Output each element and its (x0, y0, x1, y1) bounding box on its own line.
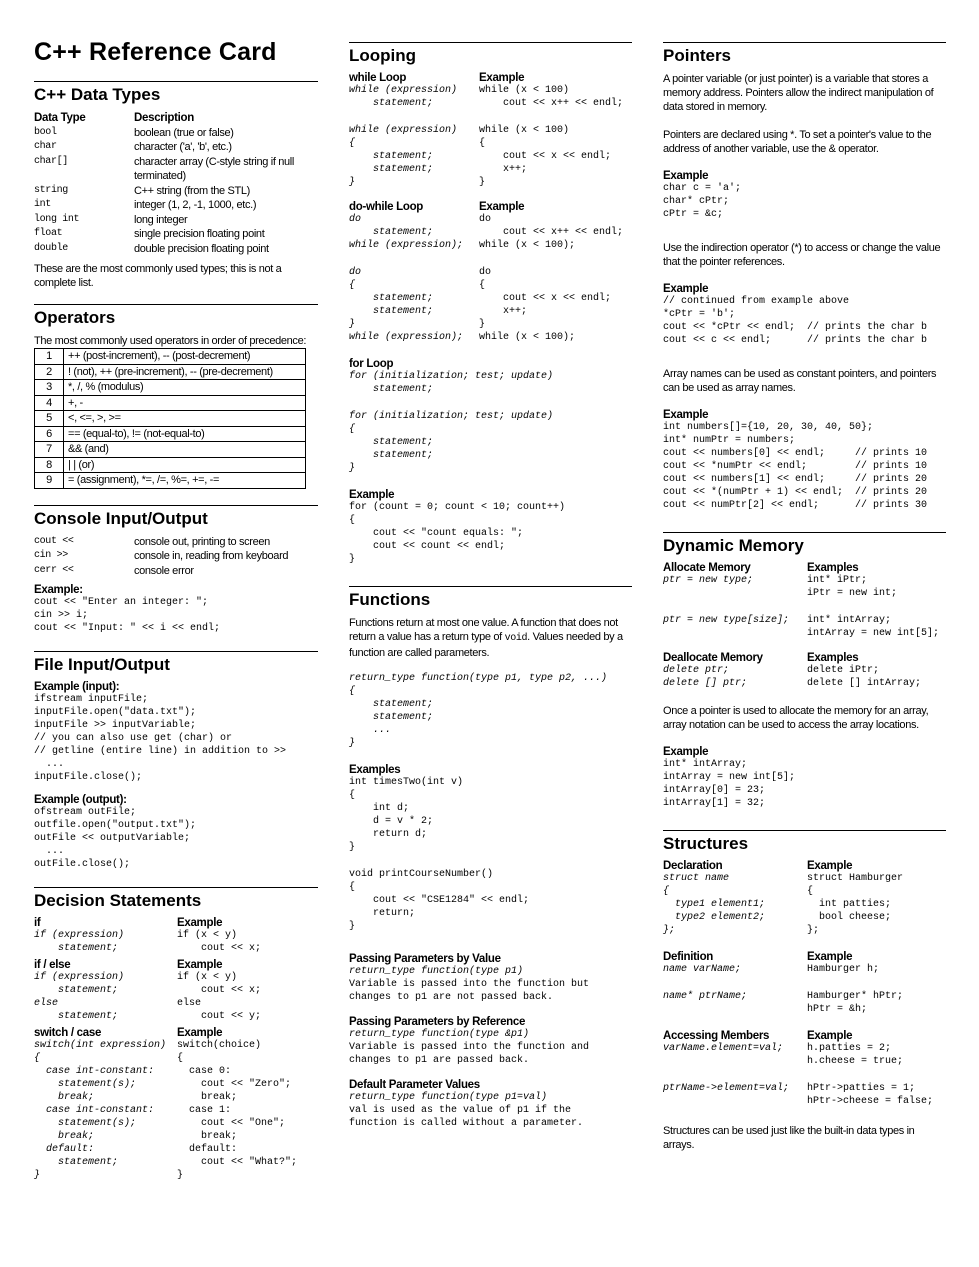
code-block: while (x < 100) { cout << x << endl; x++; } (479, 125, 612, 188)
type: double (34, 242, 68, 254)
type: float (34, 228, 63, 239)
alloc-single (663, 574, 946, 600)
subheading: Examples (807, 562, 859, 574)
datatype-row (34, 242, 318, 257)
code-block: val is used as the value of p1 if the function is called without a parameter. (349, 1105, 584, 1129)
subheading: Default Parameter Values (349, 1079, 480, 1091)
desc: character array (C-style string if null terminated) (134, 155, 294, 182)
alloc-array (663, 614, 946, 640)
subheading: Example (663, 746, 709, 758)
header-type: Data Type (34, 112, 86, 124)
operators-intro: The most commonly used operators in order of precedence: (34, 335, 307, 347)
code-block: do cout << x++ << endl; while (x < 100); (479, 214, 624, 251)
code-block: while (x < 100) cout << x++ << endl; (479, 85, 624, 109)
subheading: Example (479, 72, 525, 84)
table-row (35, 457, 306, 473)
subheading: Example (349, 489, 395, 501)
table-row (35, 426, 306, 442)
code-block: int* iPtr; iPtr = new int; (807, 575, 898, 599)
subheading: Example (807, 1030, 853, 1042)
code-block: h.patties = 2; h.cheese = true; (807, 1043, 904, 1067)
paragraph: A pointer variable (or just pointer) is a variable that stores a memory address. Pointers allow the indirect manipulation of data stored in memory. (663, 73, 934, 113)
console-row (34, 564, 318, 579)
section-file-io (34, 651, 318, 871)
precedence: 4 (35, 395, 64, 411)
code-block: int numbers[]={10, 20, 30, 40, 50}; int* numPtr = numbers; cout << numbers[0] << endl; // prints 10 cout << *numPtr << endl; // prints 10 cout << numbers[1] << endl; // prints 20 cout << *(numPtr + 1) << endl; // prints 20 cout << numPtr[2] << endl; // prints 30 (663, 422, 928, 511)
while-header (349, 72, 632, 84)
table-row (35, 411, 306, 427)
example-label: Example: (34, 584, 83, 596)
datatype-row (34, 140, 318, 155)
desc: character ('a', 'b', etc.) (134, 141, 232, 153)
code-block: if (x < y) cout << x; else cout << y; (177, 972, 262, 1022)
subheading: Passing Parameters by Value (349, 953, 501, 965)
syntax-block: if (expression) statement; else statement; (34, 972, 125, 1022)
subheading: Example (177, 959, 223, 971)
desc: integer (1, 2, -1, 1000, etc.) (134, 199, 257, 211)
desc: C++ string (from the STL) (134, 184, 250, 197)
dealloc (663, 652, 946, 690)
subheading: while Loop (349, 72, 407, 84)
dowhile-header (349, 201, 632, 213)
table-row (35, 442, 306, 458)
type: char (34, 141, 57, 152)
section-functions (349, 586, 632, 1130)
subheading: if / else (34, 959, 71, 971)
code-block: delete iPtr; delete [] intArray; (807, 665, 922, 689)
decision-switch (34, 1027, 318, 1182)
precedence: 8 (35, 457, 64, 473)
console-row (34, 535, 318, 550)
operator: <, <=, >, >= (64, 411, 306, 427)
subheading: Example (177, 1027, 223, 1039)
precedence: 9 (35, 473, 64, 489)
operator: == (equal-to), != (not-equal-to) (64, 426, 306, 442)
datatype-row (34, 198, 318, 213)
alloc-header (663, 562, 946, 574)
datatype-row (34, 155, 318, 184)
subheading: Example (177, 917, 223, 929)
code-block: if (x < y) cout << x; (177, 930, 262, 954)
syntax-block: name* ptrName; (663, 991, 748, 1002)
code-block: Variable is passed into the function but changes to p1 are not passed back. (349, 979, 590, 1003)
operator: +, - (64, 395, 306, 411)
desc: boolean (true or false) (134, 126, 234, 139)
subheading: Example (663, 283, 709, 295)
code-block: switch(choice) { case 0: cout << "Zero"; break; case 1: cout << "One"; break; default: cout << "What?"; } (177, 1040, 298, 1181)
struct-access (663, 1030, 946, 1068)
subheading: switch / case (34, 1027, 102, 1039)
intro-text: . Values needed by a function are called parameters. (349, 631, 623, 659)
code-block: void printCourseNumber() { cout << "CSE1284" << endl; return; } (349, 869, 530, 932)
syntax-block: varName.element=val; (663, 1043, 784, 1054)
section-pointers (663, 42, 946, 512)
section-decision (34, 887, 318, 1182)
code-block: Hamburger* hPtr; hPtr = &h; (807, 991, 904, 1015)
syntax-block: do statement; while (expression); (349, 214, 464, 251)
column-3 (663, 42, 946, 1152)
operator: *, /, % (modulus) (64, 380, 306, 396)
datatype-row (34, 227, 318, 242)
code-block: int* intArray; intArray = new int[5]; intArray[0] = 23; intArray[1] = 32; (663, 759, 796, 809)
syntax-block: if (expression) statement; (34, 930, 125, 954)
syntax-block: ptr = new type; (663, 575, 754, 586)
operator: ! (not), ++ (pre-increment), -- (pre-decrement) (64, 364, 306, 380)
code-block: ofstream outFile; outfile.open("output.txt"); outFile << outputVariable; ... outFile.close(); (34, 807, 197, 870)
syntax-block: return_type function(type &p1) (349, 1029, 530, 1040)
type: char[] (34, 155, 68, 167)
column-1 (34, 36, 318, 1182)
subheading: Examples (807, 652, 859, 664)
type: string (34, 184, 68, 196)
type: int (34, 199, 51, 210)
table-row (35, 473, 306, 489)
code-block: Variable is passed into the function and changes to p1 are passed back. (349, 1042, 590, 1066)
decision-if (34, 917, 318, 955)
section-title: Operators (34, 304, 318, 328)
syntax-block: do { statement; statement; } while (expression); (349, 267, 464, 343)
code-block: Hamburger h; (807, 964, 880, 975)
syntax-block: name varName; (663, 964, 742, 975)
syntax-block: return_type function(type p1=val) (349, 1092, 548, 1103)
syntax-block: delete ptr; delete [] ptr; (663, 665, 748, 689)
precedence: 3 (35, 380, 64, 396)
paragraph: Array names can be used as constant pointers, and pointers can be used as array names. (663, 368, 937, 394)
paragraph: Pointers are declared using *. To set a pointer's value to the address of another variable, use the & operator. (663, 129, 932, 155)
code-block: char c = 'a'; char* cPtr; cPtr = &c; (663, 183, 742, 220)
syntax-block: while (expression) statement; (349, 85, 458, 109)
example-input-label: Example (input): (34, 681, 120, 693)
section-title: Structures (663, 830, 946, 854)
while-block (349, 124, 632, 189)
section-title: Looping (349, 42, 632, 66)
syntax-block: ptrName->element=val; (663, 1083, 790, 1094)
precedence: 2 (35, 364, 64, 380)
type: long int (34, 213, 80, 225)
dowhile-simple (349, 213, 632, 252)
stream: cout << (34, 535, 74, 547)
subheading: Deallocate Memory (663, 652, 763, 664)
code-block: ifstream inputFile; inputFile.open("data.txt"); inputFile >> inputVariable; // you can also use get (char) or // getline (entire line) in addition to >> ... inputFile.close(); (34, 694, 287, 783)
section-title: C++ Data Types (34, 81, 318, 105)
section-dynamic-memory (663, 532, 946, 810)
stream: cerr << (34, 564, 74, 576)
console-row (34, 549, 318, 564)
syntax-block: switch(int expression) { case int-constant: statement(s); break; case int-constant: statement(s); break; default: statement; } (34, 1040, 167, 1181)
section-title: Functions (349, 586, 632, 610)
subheading: Passing Parameters by Reference (349, 1016, 526, 1028)
subheading: do-while Loop (349, 201, 424, 213)
syntax-block: while (expression) { statement; statement; } (349, 125, 458, 188)
subheading: Accessing Members (663, 1030, 770, 1042)
while-simple (349, 84, 632, 110)
code-block: for (count = 0; count < 10; count++) { cout << "count equals: "; cout << count << endl; } (349, 502, 566, 565)
subheading: Example (479, 201, 525, 213)
datatype-row (34, 184, 318, 199)
section-title: Pointers (663, 42, 946, 66)
decision-ifelse (34, 959, 318, 1023)
intro-text: Functions return at most one value. A function that does not return a value has a return type of (349, 617, 618, 643)
dowhile-block (349, 266, 632, 344)
code-block: hPtr->patties = 1; hPtr->cheese = false; (807, 1083, 934, 1107)
example-output-label: Example (output): (34, 794, 127, 806)
section-title: Console Input/Output (34, 505, 318, 529)
precedence: 6 (35, 426, 64, 442)
code-block: struct Hamburger { int patties; bool cheese; }; (807, 873, 904, 936)
code-block: do { cout << x << endl; x++; } while (x < 100); (479, 267, 612, 343)
paragraph: Structures can be used just like the built-in data types in arrays. (663, 1125, 915, 1151)
subheading: if (34, 917, 41, 929)
stream: cin >> (34, 550, 68, 561)
section-title: File Input/Output (34, 651, 318, 675)
section-looping (349, 42, 632, 566)
header-desc: Description (134, 112, 194, 124)
subheading: Example (663, 170, 709, 182)
desc: console error (134, 564, 194, 577)
precedence: 5 (35, 411, 64, 427)
subheading: Definition (663, 951, 714, 963)
datatype-row (34, 213, 318, 228)
desc: console out, printing to screen (134, 535, 270, 548)
operator: ++ (post-increment), -- (post-decrement) (64, 349, 306, 365)
table-row (35, 349, 306, 365)
operators-table (34, 348, 306, 489)
subheading: Allocate Memory (663, 562, 751, 574)
code-block: int timesTwo(int v) { int d; d = v * 2; return d; } (349, 777, 464, 853)
paragraph: Once a pointer is used to allocate the memory for an array, array notation can be used to access the array locations. (663, 705, 929, 731)
struct-pointer-access (663, 1082, 946, 1108)
datatype-row (34, 126, 318, 141)
desc: console in, reading from keyboard (134, 550, 289, 562)
datatypes-note: These are the most commonly used types; this is not a complete list. (34, 263, 282, 289)
syntax-block: return_type function(type p1) (349, 966, 524, 977)
datatypes-header (34, 111, 318, 126)
operator: | | (or) (64, 457, 306, 473)
desc: long integer (134, 213, 188, 226)
section-console-io (34, 505, 318, 636)
type: bool (34, 126, 57, 138)
page-title: C++ Reference Card (34, 38, 277, 66)
syntax-block: for (initialization; test; update) { statement; statement; } (349, 411, 554, 474)
syntax-block: struct name { type1 element1; type2 element2; }; (663, 873, 766, 936)
syntax-block: for (initialization; test; update) statement; (349, 371, 554, 395)
section-title: Decision Statements (34, 887, 318, 911)
precedence: 7 (35, 442, 64, 458)
code-block: int* intArray; intArray = new int[5]; (807, 615, 940, 639)
subheading: Example (807, 860, 853, 872)
void-keyword: void (504, 633, 528, 644)
desc: single precision floating point (134, 228, 265, 240)
struct-declaration (663, 860, 946, 937)
syntax-block: ptr = new type[size]; (663, 615, 790, 626)
code-block: // continued from example above *cPtr = 'b'; cout << *cPtr << endl; // prints the char b cout << c << endl; // prints the char b (663, 296, 928, 346)
column-2 (349, 42, 632, 1130)
syntax-block: return_type function(type p1, type p2, ...) { statement; statement; ... } (349, 673, 608, 749)
section-operators (34, 304, 318, 489)
subheading: for Loop (349, 358, 394, 370)
subheading: Examples (349, 764, 401, 776)
table-row (35, 380, 306, 396)
operator: && (and) (64, 442, 306, 458)
precedence: 1 (35, 349, 64, 365)
section-data-types (34, 81, 318, 290)
code-block: cout << "Enter an integer: "; cin >> i; cout << "Input: " << i << endl; (34, 597, 221, 634)
struct-definition (663, 951, 946, 976)
subheading: Example (807, 951, 853, 963)
subheading: Declaration (663, 860, 723, 872)
table-row (35, 395, 306, 411)
functions-intro (349, 616, 632, 660)
paragraph: Use the indirection operator (*) to access or change the value that the pointer references. (663, 242, 941, 268)
section-structures (663, 830, 946, 1152)
section-title: Dynamic Memory (663, 532, 946, 556)
operator: = (assignment), *=, /=, %=, +=, -= (64, 473, 306, 489)
subheading: Example (663, 409, 709, 421)
desc: double precision floating point (134, 242, 269, 255)
table-row (35, 364, 306, 380)
struct-pointer-definition (663, 990, 946, 1016)
